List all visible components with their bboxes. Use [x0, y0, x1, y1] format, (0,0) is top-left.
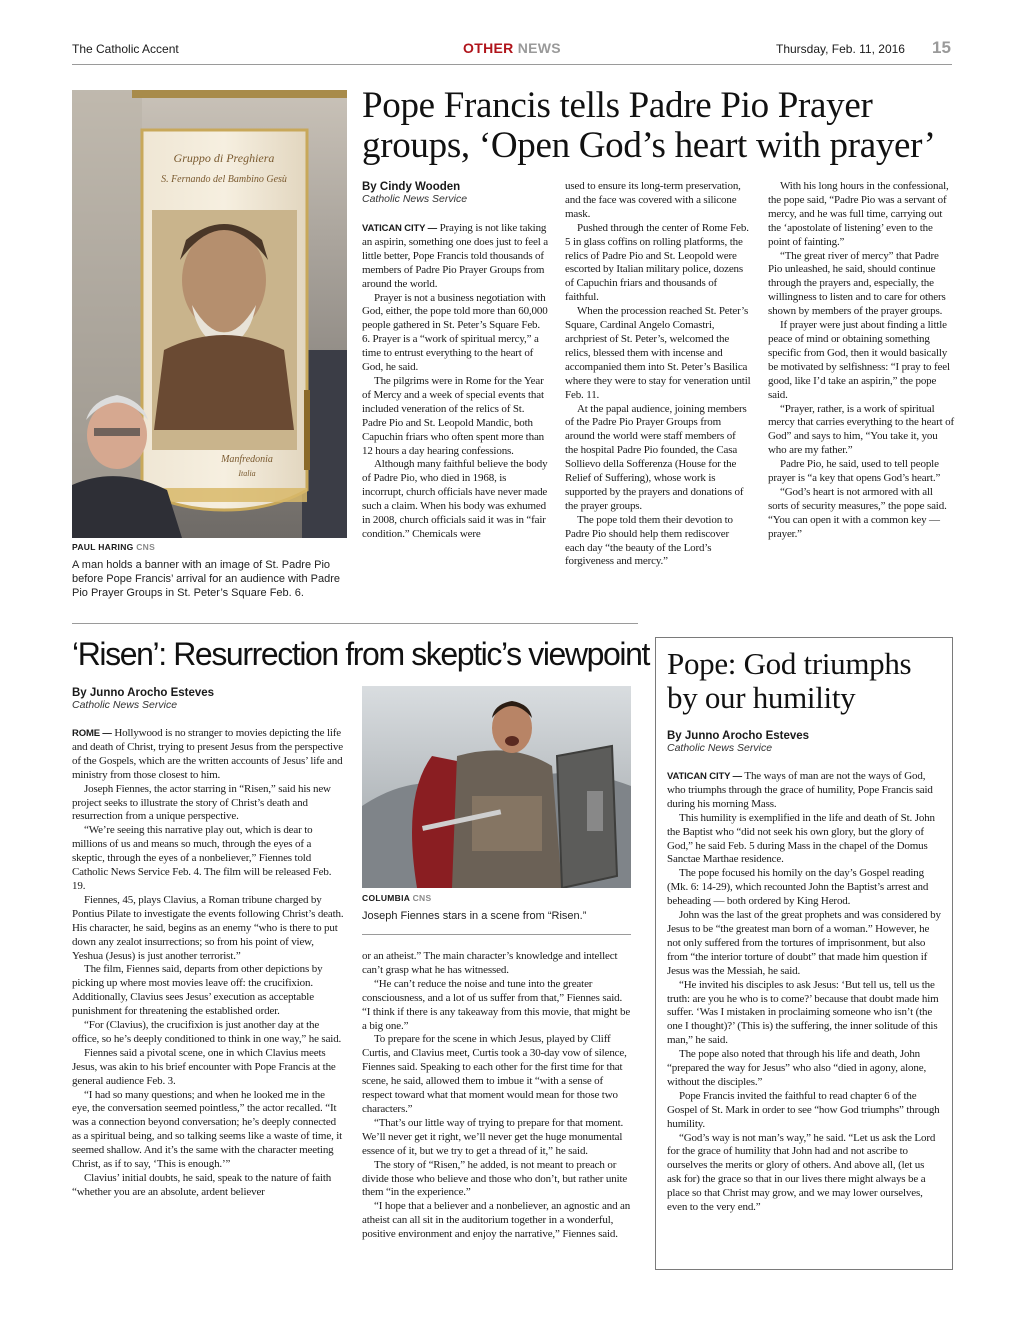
- story1-para-text: Praying is not like taking an aspirin, something one does just to feel a little better, Pope Francis told thousands of members of Padre Pio Prayer Groups from around the world.: [362, 222, 549, 290]
- photo-caption-1: A man holds a banner with an image of St. Padre Pio before Pope Francis’ arrival for an audience with Padre Pio Prayer Groups in St. Peter’s Square Feb. 6.: [72, 559, 341, 599]
- story2-para: To prepare for the scene in which Jesus, played by Cliff Curtis, and Clavius meet, Curtis took a 30-day vow of silence, Fiennes said. Speaking to each other for the first time for that scene, he said, allowed them to imbue it “with a sense of respect toward what that moment would mean for those two characters.”: [362, 1033, 627, 1115]
- banner-line3: Manfredonia: [221, 454, 273, 465]
- story2-service: Catholic News Service: [72, 699, 178, 711]
- story3-para: “God’s way is not man’s way,” he said. “Let us ask the Lord for the grace of humility that John had and not ascribe to ourselves the merits or glory of others. And above all, (let us ask for) the grace so that in our lives there might always be a place so that Christ may grow, and we may lower ourselves, even to the very end.”: [667, 1131, 936, 1214]
- banner-line4: Italia: [238, 469, 256, 478]
- story2-dateline: ROME —: [72, 728, 112, 739]
- story1-para: “Prayer, rather, is a work of spiritual mercy that carries everything to the heart of God” and says to him, “You take it, you who are my father.”: [768, 402, 954, 457]
- story1-para: At the papal audience, joining members of the Padre Pio Prayer Groups from around the world were staff members of the hospital Padre Pio founded, the Casa Sollievo della Sofferenza (House for the Relief of Suffering), whose work is supported by the prayers and donations of the prayer groups.: [565, 402, 747, 512]
- story1-para: With his long hours in the confessional, the pope said, “Padre Pio was a servant of mercy, and he was full time, carrying out the ‘apostolate of listening’ even to the point of fainting.”: [768, 180, 949, 248]
- story1-para: “The great river of mercy” that Padre Pio unleashed, he said, should continue through the prayers and, especially, the willingness to listen and to care for others shown by members of the prayer groups.: [768, 249, 946, 318]
- story1-service: Catholic News Service: [362, 193, 468, 205]
- story2-para: “For (Clavius), the crucifixion is just another day at the office, so he’s deeply conditioned to think in one way,” he said.: [72, 1019, 342, 1045]
- story2-para: Fiennes, 45, plays Clavius, a Roman tribune charged by Pontius Pilate to investigate the events following Christ’s death. His character, he said, begins as an enemy “who is there to put down any zealot insurrections; so from his point of view, Yeshua (Jesus) is just another terrorist.”: [72, 893, 344, 962]
- story1-para: used to ensure its long-term preservation, and the face was covered with a silicone mask.: [565, 180, 741, 220]
- story2-para: or an atheist.” The main character’s knowledge and intellect can’t grasp what he has witnessed.: [362, 950, 618, 976]
- story3-para: Pope Francis invited the faithful to read chapter 6 of the Gospel of St. Mark in order to see “how God triumphs” through humility.: [667, 1089, 940, 1130]
- story2-para: The film, Fiennes said, departs from other depictions by picking up where most movies leave off: the crucifixion. Additionally, Clavius sees Jesus’ execution as acceptable punishment for threatening the established order.: [72, 963, 323, 1018]
- story1-para: When the procession reached St. Peter’s Square, Cardinal Angelo Comastri, archpriest of St. Peter’s, welcomed the relics, blessed them with incense and accompanied them into St. Peter’s Basilica where they were to stay for veneration until Feb. 11.: [565, 305, 751, 401]
- story1-para: The pope told them their devotion to Padre Pio should help them rediscover each day “the beauty of the Lord’s forgiveness and mercy.”: [565, 513, 733, 568]
- banner-photo-illustration: [72, 90, 347, 538]
- story1-para: If prayer were just about finding a little peace of mind or obtaining something specific from God, then it would basically be motivated by selfishness: “I pray to feel good, like I’d take an aspirin,” the pope said.: [768, 319, 950, 401]
- story1-para: The pilgrims were in Rome for the Year of Mercy and a week of special events that included veneration of the relics of St. Padre Pio and St. Leopold Mandic, both Capuchin friars who often spent more than 12 hours a day hearing confessions.: [362, 374, 545, 457]
- story3-byline: By Junno Arocho Esteves: [667, 730, 810, 742]
- story1-para: [362, 222, 548, 292]
- story3-headline: Pope: God triumphs by our humility: [667, 646, 912, 715]
- padre-pio-banner-photo: [72, 90, 347, 538]
- story2-para: The story of “Risen,” he added, is not meant to preach or divide those who believe and those who don’t, but rather unite them “in the experience.”: [362, 1158, 628, 1199]
- story3-para: [667, 770, 941, 812]
- photo-credit-2: [362, 893, 431, 903]
- story2-para: Fiennes said a pivotal scene, one in which Clavius meets Jesus, was akin to his brief encounter with Pope Francis at the general audience Feb. 3.: [72, 1046, 336, 1087]
- story2-column-2: [362, 950, 631, 1242]
- story-divider: [72, 623, 638, 624]
- photo-credit-1: [72, 542, 155, 552]
- publication-name: The Catholic Accent: [72, 42, 179, 56]
- story1-column-3: [768, 180, 954, 542]
- issue-date: Thursday, Feb. 11, 2016: [776, 42, 905, 56]
- story2-para: [72, 727, 344, 783]
- caption-rule: [362, 934, 631, 935]
- story2-para-text: Hollywood is no stranger to movies depicting the life and death of Christ, trying to present Jesus from the perspective of the Gospels, which are the written accounts of Jesus’ life and ministry from those closest to him.: [72, 727, 343, 781]
- story3-para: John was the last of the great prophets and was considered by Jesus to be “the greatest man born of a woman.” However, he not only suffered from the tortures of imprisonment, but also from “the interior torture of doubt” that made him question if Jesus was the Messiah, he said.: [667, 909, 941, 977]
- photo-credit-agency: CNS: [412, 893, 432, 903]
- risen-film-photo: [362, 686, 631, 888]
- story2-para: Joseph Fiennes, the actor starring in “Risen,” said his new project seeks to illustrate the story of Christ’s death and resurrection from a unique perspective.: [72, 782, 331, 823]
- story1-headline: Pope Francis tells Padre Pio Prayer groups, ‘Open God’s heart with prayer’: [362, 85, 936, 166]
- story2-byline: By Junno Arocho Esteves: [72, 687, 215, 699]
- photo-credit-name: COLUMBIA: [362, 893, 410, 903]
- story2-para: Clavius’ initial doubts, he said, speak to the nature of faith “whether you are an absolute, ardent believer: [72, 1172, 332, 1198]
- story3-para-text: The ways of man are not the ways of God, who triumphs through the grace of humility, Pope Francis said during his morning Mass.: [667, 770, 933, 810]
- story3-service: Catholic News Service: [667, 742, 773, 754]
- photo-credit-name: PAUL HARING: [72, 542, 134, 552]
- banner-line1: Gruppo di Preghiera: [173, 151, 275, 165]
- story3-para: “He invited his disciples to ask Jesus: ‘But tell us, tell us the truth: are you he who is to come?’ because that doubt made him suffer. ‘Was I mistaken in proclaiming someone who isn’t (the one I thought)?’ (This is) the suffering, the inner solitude of this man,” he said.: [667, 978, 939, 1047]
- story2-para: “That’s our little way of trying to prepare for that moment. We’ll never get it right, we’ll never get the huge monumental essence of it, but we try to get a thread of it,” he said.: [362, 1116, 624, 1157]
- photo-credit-agency: CNS: [136, 542, 156, 552]
- story3-para: This humility is exemplified in the life and death of St. John the Baptist who “did not seek his own glory, but the glory of God,” he said Feb. 5 during Mass in the chapel of the Domus Sanctae Marthae residence.: [667, 811, 935, 866]
- story1-para: Pushed through the center of Rome Feb. 5 in glass coffins on rolling platforms, the relics of Padre Pio and St. Leopold were escorted by Italian military police, dozens of Capuchin friars and thousands of faithful.: [565, 221, 749, 304]
- story2-para: “I had so many questions; and when he looked me in the eye, the conversation seemed pointless,” the actor recalled. “It was a connection beyond conversation; he’s deeply connected as a spiritual being, and so talking seems like a waste of time, it seemed shallow. And it’s the same with the character meeting Christ, as if to say, ‘This is enough.’”: [72, 1088, 343, 1171]
- story2-column-1: [72, 727, 344, 1200]
- story2-para: “I hope that a believer and a nonbeliever, an agnostic and an atheist can all sit in the auditorium together in a wonderful, positive environment and enjoy the narrative,” Fiennes said.: [362, 1200, 631, 1241]
- story2-para: “We’re seeing this narrative play out, which is dear to millions of us and means so much, through the eyes of a skeptic, through the eyes of a nonbeliever,” Fiennes told Catholic News Service Feb. 4. The film will be released Feb. 19.: [72, 824, 332, 892]
- story1-para: Although many faithful believe the body of Padre Pio, who died in 1968, is incorrupt, church officials have never made such a claim. When his body was exhumed in 2008, church officials said it was in “fair condition.” Chemicals were: [362, 458, 548, 540]
- photo-caption-2: Joseph Fiennes stars in a scene from “Risen.”: [362, 910, 587, 922]
- story3-dateline: VATICAN CITY —: [667, 771, 742, 782]
- story1-dateline: VATICAN CITY —: [362, 223, 437, 234]
- story3-column: [667, 770, 941, 1215]
- story3-para: The pope focused his homily on the day’s Gospel reading (Mk. 6: 14-29), which recounted John the Baptist’s arrest and beheading — both ordered by King Herod.: [667, 867, 929, 908]
- story1-para: Prayer is not a business negotiation with God, either, the pope told more than 60,000 people gathered in St. Peter’s Square Feb. 6. Prayer is a “work of spiritual mercy,” a time to entrust everything to the heart of God, he said.: [362, 291, 548, 374]
- section-word-other: OTHER: [463, 40, 514, 56]
- story1-para: Padre Pio, he said, used to tell people prayer is “a key that opens God’s heart.”: [768, 458, 941, 485]
- page-number: 15: [932, 38, 951, 57]
- film-photo-illustration: [362, 686, 631, 888]
- story1-column-2: [565, 180, 751, 569]
- story1-byline: By Cindy Wooden: [362, 181, 461, 193]
- section-word-news: NEWS: [517, 40, 561, 56]
- banner-line2: S. Fernando del Bambino Gesù: [161, 174, 287, 185]
- story1-column-1: [362, 222, 548, 542]
- story1-para: “God’s heart is not armored with all sorts of security measures,” the pope said. “You can open it with a common key — prayer.”: [768, 485, 947, 540]
- folio-rule: [72, 64, 952, 65]
- story2-headline: ‘Risen’: Resurrection from skeptic’s viewpoint: [72, 636, 650, 672]
- story3-para: The pope also noted that through his life and death, John “prepared the way for Jesus” who also “died in agony, alone, without the disciples.”: [667, 1048, 927, 1088]
- story2-para: “He can’t reduce the noise and tune into the greater consciousness, and a lot of us suffer from that,” Fiennes said. “I think if there is any takeaway from this movie, that might be a big one.”: [362, 977, 631, 1032]
